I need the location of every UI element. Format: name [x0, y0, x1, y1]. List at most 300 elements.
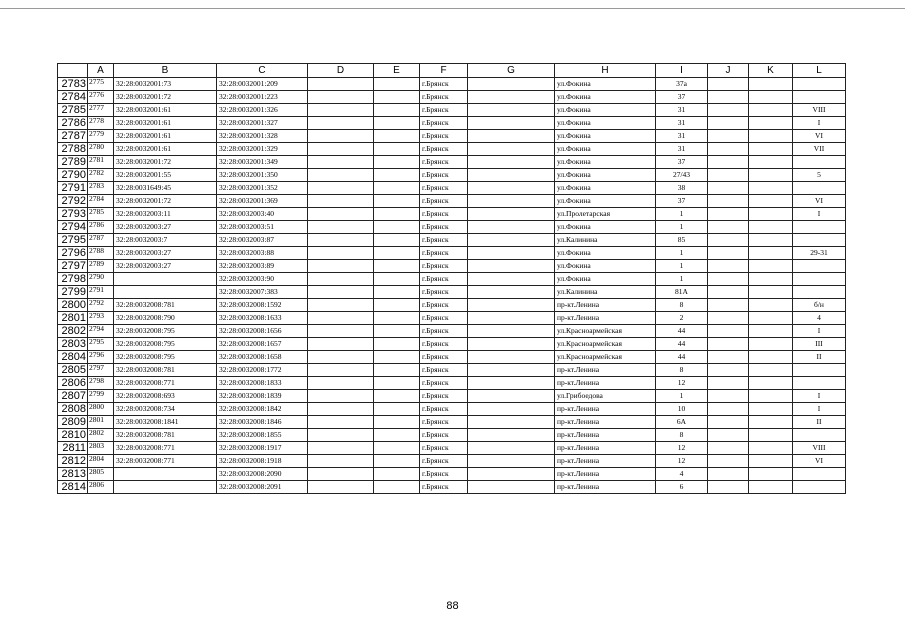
row-number[interactable]: 2799: [58, 286, 88, 299]
cell-g: [468, 234, 555, 247]
table-row: [58, 416, 846, 429]
cell-l: VI: [793, 195, 846, 208]
cell-d: [308, 364, 374, 377]
cell-a: 2787: [88, 234, 114, 247]
cell-e: [374, 260, 420, 273]
cell-d: [308, 429, 374, 442]
cell-g: [468, 351, 555, 364]
spreadsheet-table: [57, 63, 846, 494]
cell-i: 37: [656, 91, 708, 104]
cell-c: 32:28:0032003:88: [217, 247, 308, 260]
cell-c: 32:28:0032001:329: [217, 143, 308, 156]
cell-d: [308, 169, 374, 182]
row-number[interactable]: 2810: [58, 429, 88, 442]
cell-a: 2789: [88, 260, 114, 273]
cell-b: 32:28:0032001:61: [114, 130, 217, 143]
cell-f: г.Брянск: [420, 117, 468, 130]
cell-f: г.Брянск: [420, 325, 468, 338]
cell-d: [308, 481, 374, 494]
cell-k: [749, 208, 793, 221]
cell-g: [468, 286, 555, 299]
cell-g: [468, 468, 555, 481]
cell-j: [708, 338, 749, 351]
row-number[interactable]: 2788: [58, 143, 88, 156]
row-number[interactable]: 2798: [58, 273, 88, 286]
cell-b: 32:28:0032003:27: [114, 260, 217, 273]
cell-b: [114, 481, 217, 494]
cell-l: 5: [793, 169, 846, 182]
cell-a: 2806: [88, 481, 114, 494]
column-header-row: [58, 64, 846, 78]
cell-h: пр-кт.Ленина: [555, 312, 656, 325]
cell-e: [374, 221, 420, 234]
cell-f: г.Брянск: [420, 481, 468, 494]
cell-d: [308, 208, 374, 221]
cell-i: 31: [656, 130, 708, 143]
cell-f: г.Брянск: [420, 156, 468, 169]
cell-d: [308, 390, 374, 403]
cell-i: 27/43: [656, 169, 708, 182]
cell-d: [308, 325, 374, 338]
cell-f: г.Брянск: [420, 169, 468, 182]
cell-g: [468, 273, 555, 286]
cell-k: [749, 325, 793, 338]
cell-j: [708, 91, 749, 104]
row-number[interactable]: 2807: [58, 390, 88, 403]
cell-k: [749, 117, 793, 130]
cell-e: [374, 455, 420, 468]
cell-d: [308, 143, 374, 156]
column-header-i[interactable]: I: [656, 64, 708, 78]
cell-e: [374, 312, 420, 325]
cell-d: [308, 403, 374, 416]
cell-l: [793, 78, 846, 91]
cell-a: 2785: [88, 208, 114, 221]
cell-f: г.Брянск: [420, 338, 468, 351]
cell-l: [793, 234, 846, 247]
cell-c: 32:28:0032003:51: [217, 221, 308, 234]
table-row: [58, 299, 846, 312]
cell-e: [374, 481, 420, 494]
cell-f: г.Брянск: [420, 377, 468, 390]
cell-d: [308, 312, 374, 325]
cell-d: [308, 442, 374, 455]
cell-b: 32:28:0032003:7: [114, 234, 217, 247]
cell-c: 32:28:0032008:1592: [217, 299, 308, 312]
cell-i: 8: [656, 429, 708, 442]
cell-g: [468, 312, 555, 325]
cell-b: 32:28:0032003:27: [114, 247, 217, 260]
row-number[interactable]: 2814: [58, 481, 88, 494]
table-row: [58, 481, 846, 494]
cell-f: г.Брянск: [420, 182, 468, 195]
cell-c: 32:28:0032008:1855: [217, 429, 308, 442]
row-number[interactable]: 2809: [58, 416, 88, 429]
cell-i: 8: [656, 299, 708, 312]
cell-k: [749, 403, 793, 416]
cell-e: [374, 468, 420, 481]
cell-f: г.Брянск: [420, 351, 468, 364]
cell-b: 32:28:0032001:72: [114, 195, 217, 208]
column-header-g[interactable]: G: [468, 64, 555, 78]
cell-d: [308, 338, 374, 351]
row-number[interactable]: 2804: [58, 351, 88, 364]
table-row: [58, 130, 846, 143]
cell-l: [793, 156, 846, 169]
cell-f: г.Брянск: [420, 403, 468, 416]
cell-e: [374, 130, 420, 143]
row-number[interactable]: 2789: [58, 156, 88, 169]
cell-a: 2778: [88, 117, 114, 130]
table-row: [58, 143, 846, 156]
cell-d: [308, 91, 374, 104]
cell-e: [374, 247, 420, 260]
table-row: [58, 169, 846, 182]
cell-h: ул.Красноармейская: [555, 325, 656, 338]
cell-c: 32:28:0032007:383: [217, 286, 308, 299]
cell-k: [749, 221, 793, 234]
cell-j: [708, 286, 749, 299]
cell-k: [749, 299, 793, 312]
cell-j: [708, 364, 749, 377]
cell-a: 2795: [88, 338, 114, 351]
cell-i: 8: [656, 364, 708, 377]
cell-h: ул.Фокина: [555, 130, 656, 143]
cell-i: 1: [656, 260, 708, 273]
cell-d: [308, 299, 374, 312]
cell-d: [308, 377, 374, 390]
cell-f: г.Брянск: [420, 208, 468, 221]
cell-k: [749, 234, 793, 247]
column-header-f[interactable]: F: [420, 64, 468, 78]
cell-b: 32:28:0032001:61: [114, 117, 217, 130]
cell-k: [749, 195, 793, 208]
cell-f: г.Брянск: [420, 221, 468, 234]
cell-c: 32:28:0032008:1658: [217, 351, 308, 364]
row-number[interactable]: 2806: [58, 377, 88, 390]
cell-f: г.Брянск: [420, 429, 468, 442]
cell-l: I: [793, 117, 846, 130]
cell-f: г.Брянск: [420, 442, 468, 455]
cell-l: II: [793, 416, 846, 429]
cell-k: [749, 78, 793, 91]
cell-g: [468, 117, 555, 130]
cell-j: [708, 377, 749, 390]
cell-i: 85: [656, 234, 708, 247]
cell-c: 32:28:0032001:369: [217, 195, 308, 208]
row-number[interactable]: 2796: [58, 247, 88, 260]
cell-d: [308, 247, 374, 260]
cell-e: [374, 377, 420, 390]
cell-l: [793, 221, 846, 234]
cell-l: I: [793, 325, 846, 338]
cell-b: 32:28:0032008:771: [114, 442, 217, 455]
cell-d: [308, 416, 374, 429]
cell-e: [374, 182, 420, 195]
column-header-j[interactable]: J: [708, 64, 749, 78]
cell-b: [114, 286, 217, 299]
cell-e: [374, 351, 420, 364]
cell-g: [468, 442, 555, 455]
table-row: [58, 104, 846, 117]
cell-k: [749, 260, 793, 273]
cell-g: [468, 338, 555, 351]
cell-f: г.Брянск: [420, 91, 468, 104]
cell-e: [374, 208, 420, 221]
row-number[interactable]: 2790: [58, 169, 88, 182]
cell-d: [308, 130, 374, 143]
cell-k: [749, 312, 793, 325]
cell-j: [708, 117, 749, 130]
table-row: [58, 286, 846, 299]
cell-h: пр-кт.Ленина: [555, 429, 656, 442]
cell-b: 32:28:0032001:55: [114, 169, 217, 182]
cell-k: [749, 104, 793, 117]
cell-a: 2779: [88, 130, 114, 143]
cell-b: 32:28:0032003:27: [114, 221, 217, 234]
cell-c: 32:28:0032008:2090: [217, 468, 308, 481]
row-number[interactable]: 2785: [58, 104, 88, 117]
cell-c: 32:28:0032008:1842: [217, 403, 308, 416]
cell-i: 1: [656, 390, 708, 403]
cell-k: [749, 143, 793, 156]
row-number[interactable]: 2812: [58, 455, 88, 468]
cell-d: [308, 195, 374, 208]
row-number[interactable]: 2793: [58, 208, 88, 221]
cell-l: [793, 364, 846, 377]
cell-a: 2784: [88, 195, 114, 208]
cell-g: [468, 78, 555, 91]
cell-i: 37: [656, 156, 708, 169]
cell-h: пр-кт.Ленина: [555, 364, 656, 377]
cell-g: [468, 416, 555, 429]
cell-e: [374, 286, 420, 299]
table-row: [58, 208, 846, 221]
cell-b: 32:28:0032008:781: [114, 429, 217, 442]
row-number[interactable]: 2803: [58, 338, 88, 351]
cell-d: [308, 260, 374, 273]
cell-h: ул.Красноармейская: [555, 338, 656, 351]
cell-h: пр-кт.Ленина: [555, 377, 656, 390]
cell-g: [468, 299, 555, 312]
cell-h: пр-кт.Ленина: [555, 416, 656, 429]
cell-g: [468, 156, 555, 169]
cell-k: [749, 351, 793, 364]
cell-i: 12: [656, 455, 708, 468]
cell-i: 4: [656, 468, 708, 481]
table-row: [58, 338, 846, 351]
cell-f: г.Брянск: [420, 455, 468, 468]
cell-i: 81А: [656, 286, 708, 299]
cell-h: пр-кт.Ленина: [555, 481, 656, 494]
cell-a: 2775: [88, 78, 114, 91]
cell-e: [374, 273, 420, 286]
cell-h: пр-кт.Ленина: [555, 299, 656, 312]
cell-e: [374, 338, 420, 351]
cell-a: 2790: [88, 273, 114, 286]
cell-j: [708, 481, 749, 494]
cell-j: [708, 130, 749, 143]
cell-l: II: [793, 351, 846, 364]
cell-i: 37а: [656, 78, 708, 91]
cell-e: [374, 91, 420, 104]
cell-c: 32:28:0032001:349: [217, 156, 308, 169]
table-row: [58, 195, 846, 208]
cell-b: 32:28:0032003:11: [114, 208, 217, 221]
row-number[interactable]: 2786: [58, 117, 88, 130]
cell-a: 2799: [88, 390, 114, 403]
cell-e: [374, 416, 420, 429]
column-header-c[interactable]: C: [217, 64, 308, 78]
row-number[interactable]: 2811: [58, 442, 88, 455]
cell-b: 32:28:0032008:795: [114, 351, 217, 364]
row-number[interactable]: 2813: [58, 468, 88, 481]
cell-b: 32:28:0032001:61: [114, 104, 217, 117]
cell-d: [308, 182, 374, 195]
cell-b: 32:28:0032001:61: [114, 143, 217, 156]
cell-c: 32:28:0032001:352: [217, 182, 308, 195]
cell-j: [708, 312, 749, 325]
cell-c: 32:28:0032001:326: [217, 104, 308, 117]
row-number[interactable]: 2784: [58, 91, 88, 104]
cell-c: 32:28:0032001:327: [217, 117, 308, 130]
column-header-a[interactable]: A: [88, 64, 114, 78]
row-number[interactable]: 2787: [58, 130, 88, 143]
cell-h: ул.Фокина: [555, 195, 656, 208]
row-number[interactable]: 2805: [58, 364, 88, 377]
cell-c: 32:28:0032008:1846: [217, 416, 308, 429]
cell-l: [793, 286, 846, 299]
cell-g: [468, 364, 555, 377]
cell-f: г.Брянск: [420, 312, 468, 325]
cell-h: пр-кт.Ленина: [555, 455, 656, 468]
cell-a: 2800: [88, 403, 114, 416]
row-number[interactable]: 2808: [58, 403, 88, 416]
table-row: [58, 247, 846, 260]
cell-l: [793, 377, 846, 390]
cell-g: [468, 481, 555, 494]
cell-i: 1: [656, 208, 708, 221]
cell-k: [749, 468, 793, 481]
cell-i: 31: [656, 117, 708, 130]
cell-j: [708, 299, 749, 312]
cell-l: б/н: [793, 299, 846, 312]
cell-i: 44: [656, 351, 708, 364]
cell-h: ул.Фокина: [555, 247, 656, 260]
cell-b: 32:28:0032001:73: [114, 78, 217, 91]
cell-k: [749, 338, 793, 351]
cell-h: ул.Пролетарская: [555, 208, 656, 221]
row-number[interactable]: 2802: [58, 325, 88, 338]
cell-c: 32:28:0032008:1772: [217, 364, 308, 377]
cell-f: г.Брянск: [420, 195, 468, 208]
cell-d: [308, 221, 374, 234]
table-row: [58, 325, 846, 338]
cell-j: [708, 442, 749, 455]
cell-a: 2805: [88, 468, 114, 481]
cell-l: [793, 182, 846, 195]
cell-b: 32:28:0032008:771: [114, 377, 217, 390]
cell-l: VI: [793, 130, 846, 143]
cell-i: 38: [656, 182, 708, 195]
cell-g: [468, 247, 555, 260]
cell-b: [114, 468, 217, 481]
cell-i: 31: [656, 104, 708, 117]
table-row: [58, 403, 846, 416]
cell-g: [468, 260, 555, 273]
row-number[interactable]: 2801: [58, 312, 88, 325]
column-header-k[interactable]: K: [749, 64, 793, 78]
table-body: [58, 78, 846, 494]
cell-b: 32:28:0032001:72: [114, 156, 217, 169]
cell-c: 32:28:0032008:1839: [217, 390, 308, 403]
column-header-e[interactable]: E: [374, 64, 420, 78]
cell-h: ул.Фокина: [555, 260, 656, 273]
row-number[interactable]: 2795: [58, 234, 88, 247]
cell-f: г.Брянск: [420, 468, 468, 481]
cell-i: 12: [656, 377, 708, 390]
cell-e: [374, 429, 420, 442]
cell-b: 32:28:0032008:781: [114, 364, 217, 377]
row-header-corner[interactable]: [58, 64, 88, 78]
table-row: [58, 455, 846, 468]
cell-d: [308, 104, 374, 117]
column-header-h[interactable]: H: [555, 64, 656, 78]
cell-b: 32:28:0032008:795: [114, 338, 217, 351]
cell-j: [708, 351, 749, 364]
row-number[interactable]: 2791: [58, 182, 88, 195]
cell-j: [708, 390, 749, 403]
cell-i: 1: [656, 247, 708, 260]
column-header-d[interactable]: D: [308, 64, 374, 78]
cell-g: [468, 429, 555, 442]
cell-j: [708, 429, 749, 442]
column-header-b[interactable]: B: [114, 64, 217, 78]
cell-e: [374, 117, 420, 130]
cell-d: [308, 117, 374, 130]
cell-c: 32:28:0032008:1656: [217, 325, 308, 338]
cell-e: [374, 156, 420, 169]
cell-h: пр-кт.Ленина: [555, 403, 656, 416]
cell-f: г.Брянск: [420, 234, 468, 247]
cell-a: 2780: [88, 143, 114, 156]
row-number[interactable]: 2800: [58, 299, 88, 312]
cell-k: [749, 169, 793, 182]
cell-j: [708, 247, 749, 260]
cell-h: ул.Фокина: [555, 117, 656, 130]
cell-j: [708, 260, 749, 273]
cell-g: [468, 221, 555, 234]
cell-e: [374, 364, 420, 377]
row-number[interactable]: 2794: [58, 221, 88, 234]
cell-h: ул.Фокина: [555, 169, 656, 182]
row-number[interactable]: 2797: [58, 260, 88, 273]
cell-f: г.Брянск: [420, 286, 468, 299]
cell-d: [308, 78, 374, 91]
cell-h: ул.Калинина: [555, 234, 656, 247]
cell-h: ул.Фокина: [555, 156, 656, 169]
column-header-l[interactable]: L: [793, 64, 846, 78]
table-row: [58, 364, 846, 377]
cell-g: [468, 390, 555, 403]
cell-i: 1: [656, 221, 708, 234]
cell-h: ул.Калинина: [555, 286, 656, 299]
cell-b: [114, 273, 217, 286]
row-number[interactable]: 2792: [58, 195, 88, 208]
row-number[interactable]: 2783: [58, 78, 88, 91]
cell-c: 32:28:0032008:1917: [217, 442, 308, 455]
table-row: [58, 273, 846, 286]
